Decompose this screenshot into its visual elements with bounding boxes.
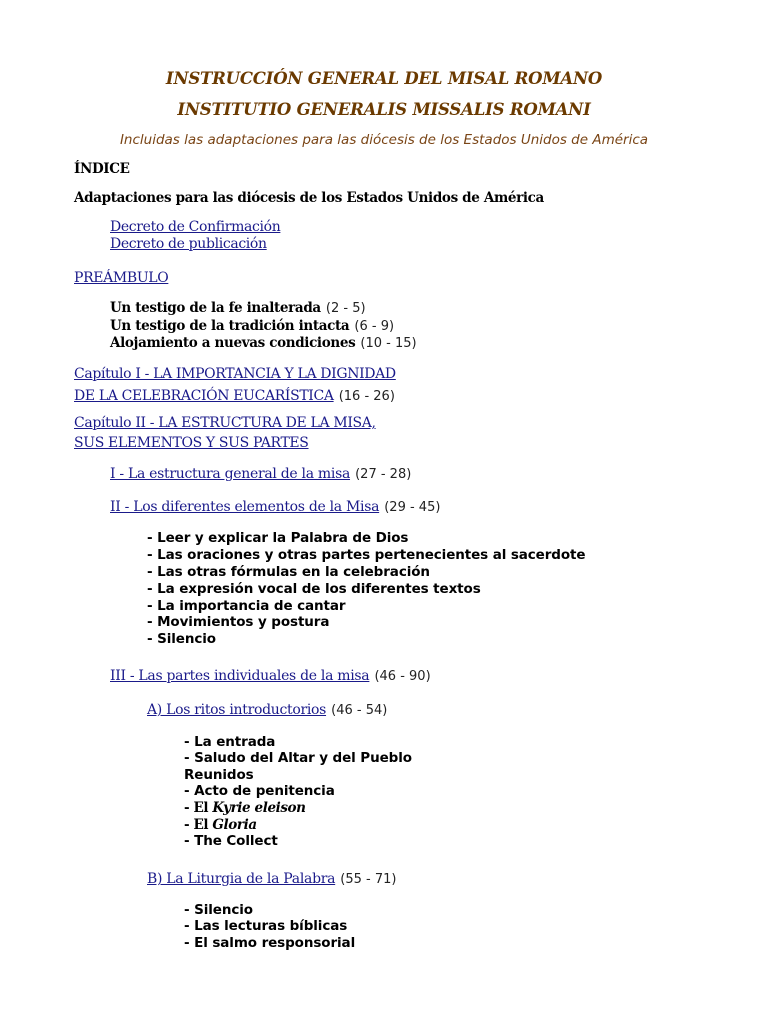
section-1-range: (27 - 28) — [355, 467, 412, 482]
section-2-range: (29 - 45) — [384, 500, 441, 515]
chapter-1-link-line2[interactable]: DE LA CELEBRACIÓN EUCARÍSTICA — [74, 388, 334, 404]
subsection-a-item: - La entrada — [184, 734, 276, 750]
subsection-b — [147, 870, 396, 886]
section-3-range: (46 - 90) — [374, 669, 431, 684]
gloria-prefix: - El — [184, 817, 213, 833]
subsection-a-item: - Saludo del Altar y del Pueblo — [184, 750, 412, 766]
preamble-item — [110, 334, 417, 351]
decree-confirmation-link[interactable]: Decreto de Confirmación — [110, 219, 281, 235]
section-2-item: - La importancia de cantar — [147, 598, 346, 614]
subsection-b-link[interactable]: B) La Liturgia de la Palabra — [147, 871, 336, 887]
section-1 — [110, 465, 411, 481]
subsection-a-item — [184, 819, 257, 833]
preamble-link[interactable]: PREÁMBULO — [74, 270, 169, 286]
section-3 — [110, 667, 431, 683]
index-heading: ÍNDICE — [74, 161, 130, 177]
subsection-b-item: - El salmo responsorial — [184, 935, 356, 951]
section-1-link[interactable]: I - La estructura general de la misa — [110, 466, 351, 482]
chapter-2-link-line1[interactable]: Capítulo II - LA ESTRUCTURA DE LA MISA, — [74, 415, 376, 431]
preamble-item — [110, 299, 366, 316]
gloria-text: Gloria — [212, 817, 257, 833]
chapter-2-link-line2[interactable]: SUS ELEMENTOS Y SUS PARTES — [74, 435, 309, 451]
decree-publication-link[interactable]: Decreto de publicación — [110, 236, 267, 252]
document-subtitle: Incluidas las adaptaciones para las diócesis de los Estados Unidos de América — [119, 132, 649, 148]
section-3-link[interactable]: III - Las partes individuales de la misa — [110, 668, 370, 684]
section-2-item: - Las oraciones y otras partes pertenecientes al sacerdote — [147, 547, 586, 563]
preamble-item-range: (2 - 5) — [325, 301, 366, 316]
section-2-item: - Leer y explicar la Palabra de Dios — [147, 530, 409, 546]
subsection-a-item — [184, 802, 306, 816]
subsection-a-link[interactable]: A) Los ritos introductorios — [147, 702, 327, 718]
preamble-item — [110, 317, 394, 334]
section-2-item: - Las otras fórmulas en la celebración — [147, 564, 430, 580]
preamble-item-range: (6 - 9) — [354, 319, 395, 334]
preamble-item-label: Un testigo de la tradición intacta — [110, 318, 350, 334]
preamble-item-label: Un testigo de la fe inalterada — [110, 300, 321, 316]
document-title-spanish: INSTRUCCIÓN GENERAL DEL MISAL ROMANO — [165, 69, 603, 88]
preamble-item-label: Alojamiento a nuevas condiciones — [110, 335, 356, 351]
kyrie-prefix: - El — [184, 800, 213, 816]
subsection-b-range: (55 - 71) — [340, 872, 397, 887]
chapter-1-link-line1[interactable]: Capítulo I - LA IMPORTANCIA Y LA DIGNIDAD — [74, 366, 396, 382]
section-2 — [110, 498, 440, 514]
section-2-link[interactable]: II - Los diferentes elementos de la Misa — [110, 499, 380, 515]
chapter-1-line2 — [74, 387, 395, 403]
subsection-a-item: - The Collect — [184, 833, 278, 849]
chapter-1-range: (16 - 26) — [338, 389, 395, 404]
section-2-item: - Silencio — [147, 631, 216, 647]
subsection-b-item: - Silencio — [184, 902, 253, 918]
subsection-a-range: (46 - 54) — [331, 703, 388, 718]
section-2-item: - Movimientos y postura — [147, 614, 330, 630]
adaptations-heading: Adaptaciones para las diócesis de los Estados Unidos de América — [74, 190, 544, 206]
kyrie-text: Kyrie eleison — [212, 800, 306, 816]
preamble-item-range: (10 - 15) — [360, 336, 417, 351]
subsection-b-item: - Las lecturas bíblicas — [184, 918, 348, 934]
subsection-a — [147, 701, 387, 717]
subsection-a-item-continued: Reunidos — [184, 767, 254, 783]
document-title-latin: INSTITUTIO GENERALIS MISSALIS ROMANI — [177, 100, 591, 119]
subsection-a-item: - Acto de penitencia — [184, 783, 335, 799]
section-2-item: - La expresión vocal de los diferentes textos — [147, 581, 481, 597]
